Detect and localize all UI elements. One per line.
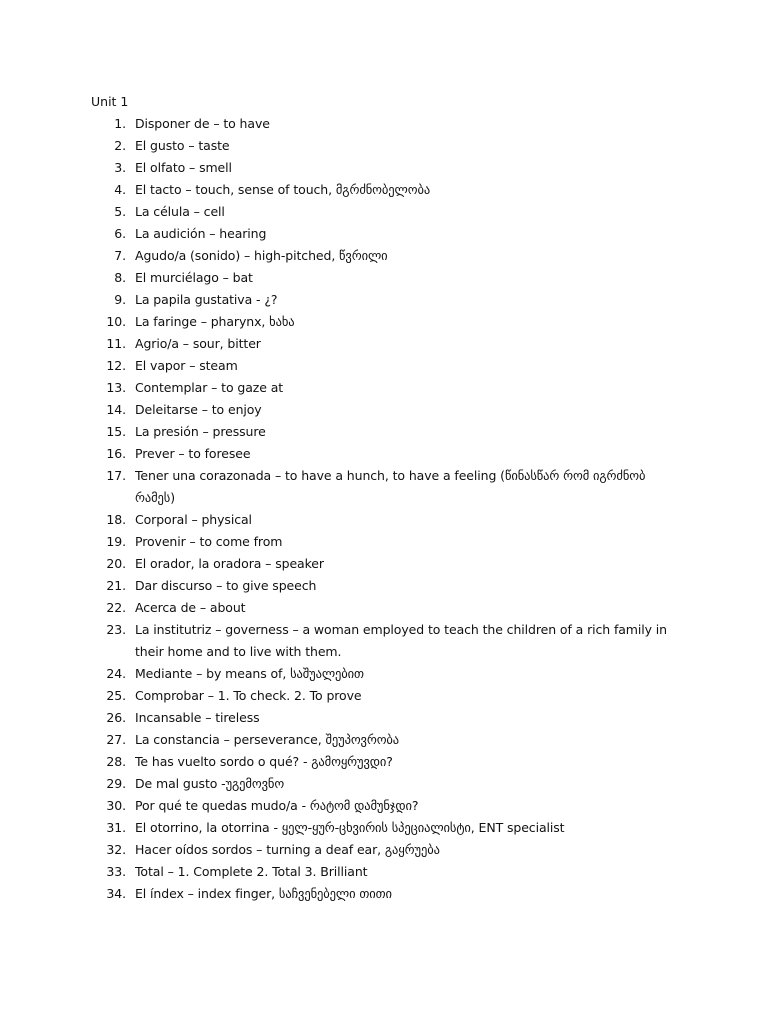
item-number: 31. [106, 820, 126, 835]
item-text: Mediante – by means of, საშუალებით [135, 666, 364, 681]
item-number: 12. [106, 358, 126, 373]
item-number: 21. [106, 578, 126, 593]
item-text: Corporal – physical [135, 512, 252, 527]
vocab-item [0, 685, 675, 707]
item-number: 11. [106, 336, 126, 351]
item-text: Dar discurso – to give speech [135, 578, 317, 593]
item-text: El murciélago – bat [135, 270, 253, 285]
item-number: 33. [106, 864, 126, 879]
item-number: 19. [106, 534, 126, 549]
item-text: Total – 1. Complete 2. Total 3. Brilliant [135, 864, 368, 879]
vocab-item [0, 135, 675, 157]
vocabulary-list [0, 113, 768, 905]
item-text: Por qué te quedas mudo/a - რატომ დამუნჯდი? [135, 798, 419, 813]
vocab-item [0, 113, 675, 135]
item-text: Prever – to foresee [135, 446, 251, 461]
item-number: 23. [106, 622, 126, 637]
item-text: Contemplar – to gaze at [135, 380, 284, 395]
item-number: 32. [106, 842, 126, 857]
item-text: La faringe – pharynx, ხახა [135, 314, 295, 329]
item-number: 22. [106, 600, 126, 615]
item-number: 25. [106, 688, 126, 703]
item-number: 6. [114, 226, 126, 241]
vocab-item [0, 289, 675, 311]
item-number: 8. [114, 270, 126, 285]
vocab-item [0, 201, 675, 223]
item-text: Agrio/a – sour, bitter [135, 336, 261, 351]
item-number: 10. [106, 314, 126, 329]
vocab-item [0, 377, 675, 399]
vocab-item [0, 663, 675, 685]
item-number: 1. [114, 116, 126, 131]
item-number: 29. [106, 776, 126, 791]
item-number: 17. [106, 468, 126, 483]
item-text: Te has vuelto sordo o qué? - გამოყრუვდი? [135, 754, 393, 769]
item-text: Acerca de – about [135, 600, 246, 615]
item-number: 28. [106, 754, 126, 769]
item-number: 26. [106, 710, 126, 725]
vocab-item [0, 707, 675, 729]
vocab-item [0, 311, 675, 333]
vocab-item [0, 597, 675, 619]
item-number: 4. [114, 182, 126, 197]
item-number: 16. [106, 446, 126, 461]
vocab-item [0, 443, 675, 465]
vocab-item [0, 399, 675, 421]
item-text: La constancia – perseverance, შეუპოვრობა [135, 732, 400, 747]
item-text: Incansable – tireless [135, 710, 260, 725]
item-number: 18. [106, 512, 126, 527]
item-text: El otorrino, la otorrina - ყელ-ყურ-ცხვირის სპეციალისტი, ENT specialist [135, 820, 565, 835]
vocab-item [0, 795, 675, 817]
vocab-item [0, 509, 675, 531]
item-text: La audición – hearing [135, 226, 267, 241]
item-number: 27. [106, 732, 126, 747]
vocab-item [0, 839, 675, 861]
item-text: El índex – index finger, საჩვენებელი თითი [135, 886, 392, 901]
item-text: El gusto – taste [135, 138, 230, 153]
item-text: El orador, la oradora – speaker [135, 556, 324, 571]
item-text: La presión – pressure [135, 424, 266, 439]
vocab-item [0, 421, 675, 443]
vocab-item [0, 729, 675, 751]
item-text: El tacto – touch, sense of touch, მგრძნობელობა [135, 182, 431, 197]
item-number: 24. [106, 666, 126, 681]
item-number: 14. [106, 402, 126, 417]
item-number: 20. [106, 556, 126, 571]
vocab-item [0, 883, 675, 905]
item-number: 30. [106, 798, 126, 813]
item-text: El olfato – smell [135, 160, 232, 175]
vocab-item [0, 553, 675, 575]
item-number: 15. [106, 424, 126, 439]
item-text: La papila gustativa - ¿? [135, 292, 278, 307]
item-number: 3. [114, 160, 126, 175]
item-text: Hacer oídos sordos – turning a deaf ear, გაყრუება [135, 842, 440, 857]
vocab-item [0, 817, 675, 839]
item-text: La célula – cell [135, 204, 225, 219]
vocab-item [0, 245, 675, 267]
vocab-item [0, 333, 675, 355]
vocab-item [0, 179, 675, 201]
item-number: 7. [114, 248, 126, 263]
item-text: La institutriz – governess – a woman employed to teach the children of a rich family in their home and to live with them. [135, 622, 667, 659]
vocab-item [0, 267, 675, 289]
item-text: De mal gusto -უგემოვნო [135, 776, 285, 791]
item-number: 9. [114, 292, 126, 307]
item-text: Comprobar – 1. To check. 2. To prove [135, 688, 362, 703]
vocab-item [0, 861, 675, 883]
item-number: 13. [106, 380, 126, 395]
unit-heading: Unit 1 [91, 94, 129, 109]
vocab-item [0, 355, 675, 377]
item-text: Disponer de – to have [135, 116, 270, 131]
vocab-item [0, 751, 675, 773]
item-text: Tener una corazonada – to have a hunch, to have a feeling (წინასწარ რომ იგრძნობ რამეს) [135, 468, 646, 505]
vocab-item [0, 223, 675, 245]
item-number: 5. [114, 204, 126, 219]
vocab-item [0, 575, 675, 597]
vocab-item [0, 465, 675, 509]
item-number: 34. [106, 886, 126, 901]
item-number: 2. [114, 138, 126, 153]
item-text: Agudo/a (sonido) – high-pitched, წვრილი [135, 248, 388, 263]
item-text: Provenir – to come from [135, 534, 283, 549]
vocab-item [0, 619, 675, 663]
vocab-item [0, 773, 675, 795]
vocab-item [0, 531, 675, 553]
vocab-item [0, 157, 675, 179]
item-text: Deleitarse – to enjoy [135, 402, 262, 417]
item-text: El vapor – steam [135, 358, 238, 373]
